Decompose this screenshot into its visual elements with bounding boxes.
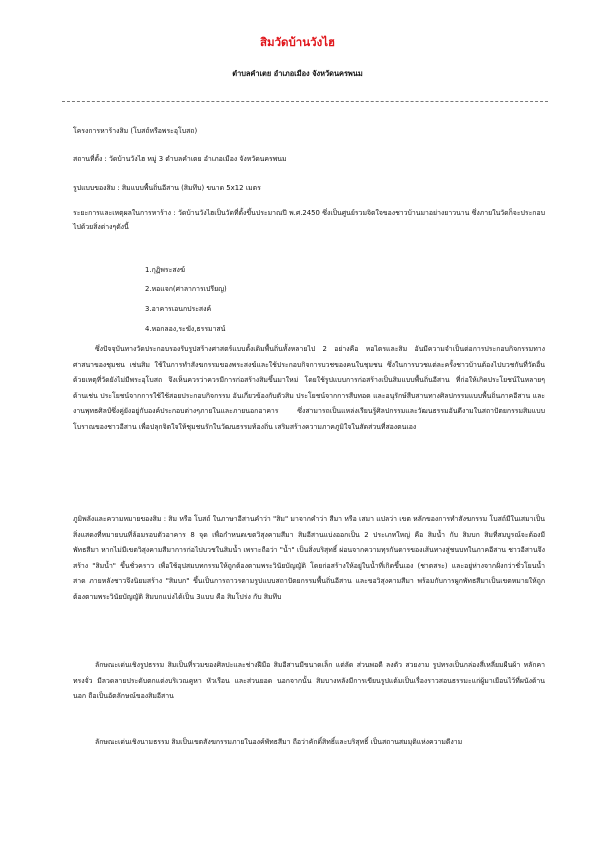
paragraph-abstract-features: ลักษณะเด่นเชิงนามธรรม สิมเป็นเขตสังฆกรรมภายในองค์พัทธสีมา ถือว่าคักดิ์สิทธิ์และบริสุทธิ์ เป็นสถานสมมุติแห่งความดีงาม — [95, 738, 463, 746]
list-item: 1.กุฏิพระสงฆ์ — [145, 266, 186, 274]
list-item: 4.หอกลอง,ระฆัง,ธรรมาสน์ — [145, 325, 226, 333]
list-item: 3.อาคารเอนกประสงค์ — [145, 305, 212, 313]
document-subtitle: ตำบลคำเตย อำเภอเมือง จังหวัดนครพนม — [232, 69, 363, 78]
paragraph-meaning: ภูมิพลังและความหมายของสิม : สิม หรือ โบสถ์ ในภาษาอีสานคำว่า "สิม" มาจากคำว่า สีมา หรือ เสมา แปลว่า เขต หลักของการทำสังฆกรรม โบสถ์มีในเสมาเป็นสิ่งแสดงที่หมายบนที่ล้อมรอบตัวอาคาร 8 จุด เพื่อกำหนดเขตวิสุงคามสีมา สิมอีสานแบ่งออกเป็น 2 ประเภทใหญ่ คือ สิมน้ำ กับ สิมบก สิมที่สมบูรณ์จะต้องมีพัทธสีมา หากไม่มีเขตวิสุงคามสีมาการก่อไปบวชในสิมน้ำ เพราะถือว่า "น้ำ" เป็นสิ่งบริสุทธิ์ ผ่อนจากความทุรกันดารของเส้นทางสู่ชนบทในภาคอีสาน ชาวอีสานจึงสร้าง "สิมน้ำ" ขึ้นชั่วคราว เพื่อใช้อุปสมบทกรรมให้ถูกต้องตามพระวินัยบัญญัติ โดยก่อสร้างให้อยู่ในน้ำที่เกิดขึ้นเอง (ชาตสระ) และอยู่ห่างจากฝั่งกว่าชั่วโยนน้ำสาด ภายหลังชาวจึงนิยมสร้าง "สิมบก" ขึ้นเป็นการถาวรตามรูปแบบสถาปัตยกรรมพื้นถิ่นอีสาน และขอวิสุงคามสีมา พร้อมกับการผูกพัทธสีมาเป็นเขตหมายให้ถูกต้องตามพระวินัยบัญญัติ สิมบกแบ่งได้เป็น 3แบบ คือ สิมโปร่ง กับ สิมทึบ — [73, 515, 545, 601]
location-line: สถานที่ตั้ง : วัดบ้านวังไฮ หมู่ 3 ตำบลคำเตย อำเภอเมือง จังหวัดนครพนม — [73, 155, 287, 163]
project-name: โครงการหาร้างสิม (โบสถ์หรือพระอุโบสถ) — [73, 127, 198, 135]
history-paragraph: ระยะการและเหตุผลในการหาร้าง : วัดบ้านวังไฮเป็นวัดที่ตั้งขึ้นประมาณปี พ.ศ.2450 ซึ่งเป็นศูนย์รวมจิตใจของชาวบ้านมาอย่างยาวนาน ซึ่งภายในวัดก็จะประกอบไปด้วยสิ่งต่างๆดังนี้ — [73, 209, 545, 231]
divider — [62, 101, 548, 102]
style-line: รูปแบบของสิม : สิมแบบพื้นถิ่นอีสาน (สิมทึบ) ขนาด 5x12 เมตร — [73, 184, 261, 192]
list-item: 2.หอแจก(ศาลาการเปรียญ) — [145, 285, 227, 293]
document-title: สิมวัดบ้านวังไฮ — [259, 35, 336, 49]
paragraph-purpose: ซึ่งปัจจุบันทางวัดประกอบรองรับรูปสร้างศาสตร์แบบตั้งเดิมพื้นถิ่นทั้งหลายไป 2 อย่างคือ หอไตรและสิม อันมีความจำเป็นต่อการประกอบกิจกรรมทางศาสนาของชุมชน เช่นสิม ใช้ในการทำสังฆกรรมของพระสงฆ์และใช้ประกอบกิจการบวชของคนในชุมชน ซึ่งในการบวชแต่ละครั้งชาวบ้านต้องไปบวชกันที่วัดอื่น ด้วยเหตุที่วัดยังไม่มีพระอุโบสถ จึงเห็นควรว่าควรมีการก่อสร้างสิมขึ้นมาใหม่ โดยใช้รูปแบบการก่อสร้างเป็นสิมแบบพื้นถิ่นอีสาน ที่ก่อให้เกิดประโยชน์ในหลายๆด้านเช่น ประโยชน์จากการใช้ใช้สอยประกอบกิจกรรม อันเกี่ยวข้องกับตัวสิม ประโยชน์จากการสืบทอด และอนุรักษ์สืบสานทางศิลปกรรมแบบพื้นถิ่นภาคอีสาน และงานพุทธศิลป์ซึ่งคู่ยังอยู่กับองค์ประกอบต่างๆภายในและภายนอกอาคาร ซึ่งสามารถเป็นแหล่งเรียนรู้ศิลปกรรมและวัฒนธรรมอันดีงามในสถาปัตยกรรมสิมแบบโบราณของชาวอีสาน เพื่อปลุกจิตใจให้ชุมชนรักในวัฒนธรรมท้องถิ่น เสริมสร้างความภาคภูมิใจในสัดส่วนที่สองตนเอง — [73, 345, 545, 431]
paragraph-concrete-features: ลักษณะเด่นเชิงรูปธรรม สิมเป็นที่รวมของศิลปะและช่างฝีมือ สิมอีสานมีขนาดเล็ก แต่ลัด ส่วนพอดี ลงตัว สวยงาม รูปทรงเป็นกล่องสี่เหลี่ยมผืนผ้า หลักคาทรงจั่ว มีลวดลายประดับตกแต่งบริเวณคูหา หัวเรือน และส่วนยอด นอกจากนั้น สิมบางหลังมีการเขียนรูปแต้มเป็นเรื่องราวสอนธรรมะแก่ผู้มาเยือนไว้ที่ผนังด้านนอก ถือเป็นอัตลักษณ์ของสิมอีสาน — [73, 661, 545, 700]
